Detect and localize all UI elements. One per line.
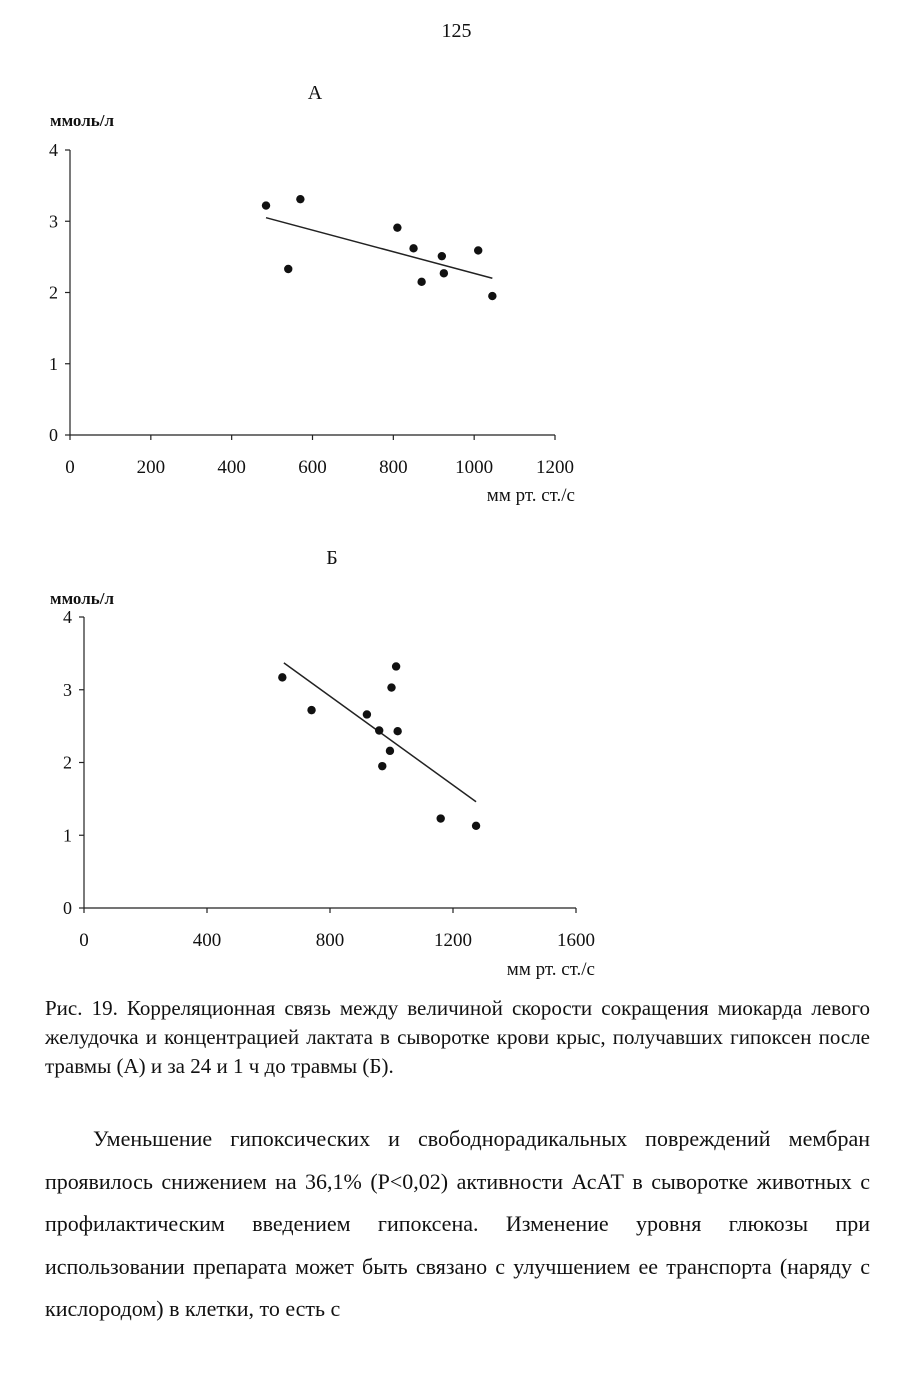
data-point bbox=[392, 662, 400, 670]
data-point bbox=[378, 762, 386, 770]
page-number: 125 bbox=[441, 20, 472, 42]
trend-line bbox=[266, 218, 492, 279]
data-point bbox=[440, 269, 448, 277]
figure-caption: Рис. 19. Корреляционная связь между величиной скорости сокращения миокарда левого желудочка и концентрацией лактата в сыворотке крови крыс, получавших гипоксен после травмы (А) и за 24 и 1 ч до травмы (Б). bbox=[45, 996, 870, 1078]
y-tick-label: 1 bbox=[49, 353, 58, 374]
data-point bbox=[284, 265, 292, 273]
x-tick-label: 400 bbox=[217, 457, 246, 478]
x-axis-label: мм рт. ст./с bbox=[486, 485, 575, 506]
y-tick-label: 4 bbox=[63, 607, 72, 627]
x-tick-label: 1000 bbox=[455, 457, 494, 478]
y-tick-label: 4 bbox=[49, 140, 58, 160]
data-point bbox=[278, 673, 286, 681]
data-point bbox=[488, 292, 496, 300]
data-point bbox=[296, 195, 304, 203]
y-axis-label: ммоль/л bbox=[50, 111, 114, 130]
scatter-chart-a bbox=[0, 78, 913, 518]
data-point bbox=[474, 246, 482, 254]
data-point bbox=[307, 706, 315, 714]
y-tick-label: 2 bbox=[63, 752, 72, 773]
x-axis-label: мм рт. ст./с bbox=[506, 959, 595, 980]
data-point bbox=[393, 727, 401, 735]
data-point bbox=[386, 747, 394, 755]
y-tick-label: 3 bbox=[49, 211, 58, 232]
data-point bbox=[363, 710, 371, 718]
panel-label: Б bbox=[326, 547, 338, 569]
y-tick-label: 3 bbox=[63, 679, 72, 700]
x-tick-label: 800 bbox=[379, 457, 408, 478]
data-point bbox=[417, 278, 425, 286]
panel-label: А bbox=[307, 82, 323, 104]
x-tick-label: 1200 bbox=[536, 457, 574, 478]
data-point bbox=[438, 252, 446, 260]
x-tick-label: 200 bbox=[136, 457, 166, 478]
body-paragraph: Уменьшение гипоксических и свободнорадикальных повреждений мембран проявилось снижением на 36,1% (P<0,02) активности АсАТ в сыворотке животных с профилактическим введением гипоксена. Изменение уровня глюкозы при использовании препарата может быть связано с улучшением ее транспорта (наряду с кислородом) в клетки, то есть с bbox=[45, 1126, 870, 1321]
x-tick-label: 800 bbox=[315, 930, 345, 951]
data-point bbox=[409, 244, 417, 252]
scatter-chart-b bbox=[0, 544, 913, 984]
y-tick-label: 0 bbox=[63, 898, 72, 918]
data-point bbox=[472, 822, 480, 830]
y-tick-label: 0 bbox=[49, 425, 58, 445]
data-point bbox=[393, 223, 401, 231]
data-point bbox=[387, 683, 395, 691]
y-axis-label: ммоль/л bbox=[50, 589, 114, 608]
data-point bbox=[375, 726, 383, 734]
x-tick-label: 0 bbox=[79, 930, 89, 951]
data-point bbox=[262, 201, 270, 209]
y-tick-label: 1 bbox=[63, 825, 72, 846]
x-tick-label: 600 bbox=[298, 457, 327, 478]
x-tick-label: 1200 bbox=[434, 930, 472, 951]
data-point bbox=[437, 814, 445, 822]
y-tick-label: 2 bbox=[49, 282, 58, 303]
x-tick-label: 400 bbox=[192, 930, 222, 951]
x-tick-label: 0 bbox=[65, 457, 75, 478]
x-tick-label: 1600 bbox=[557, 930, 595, 951]
